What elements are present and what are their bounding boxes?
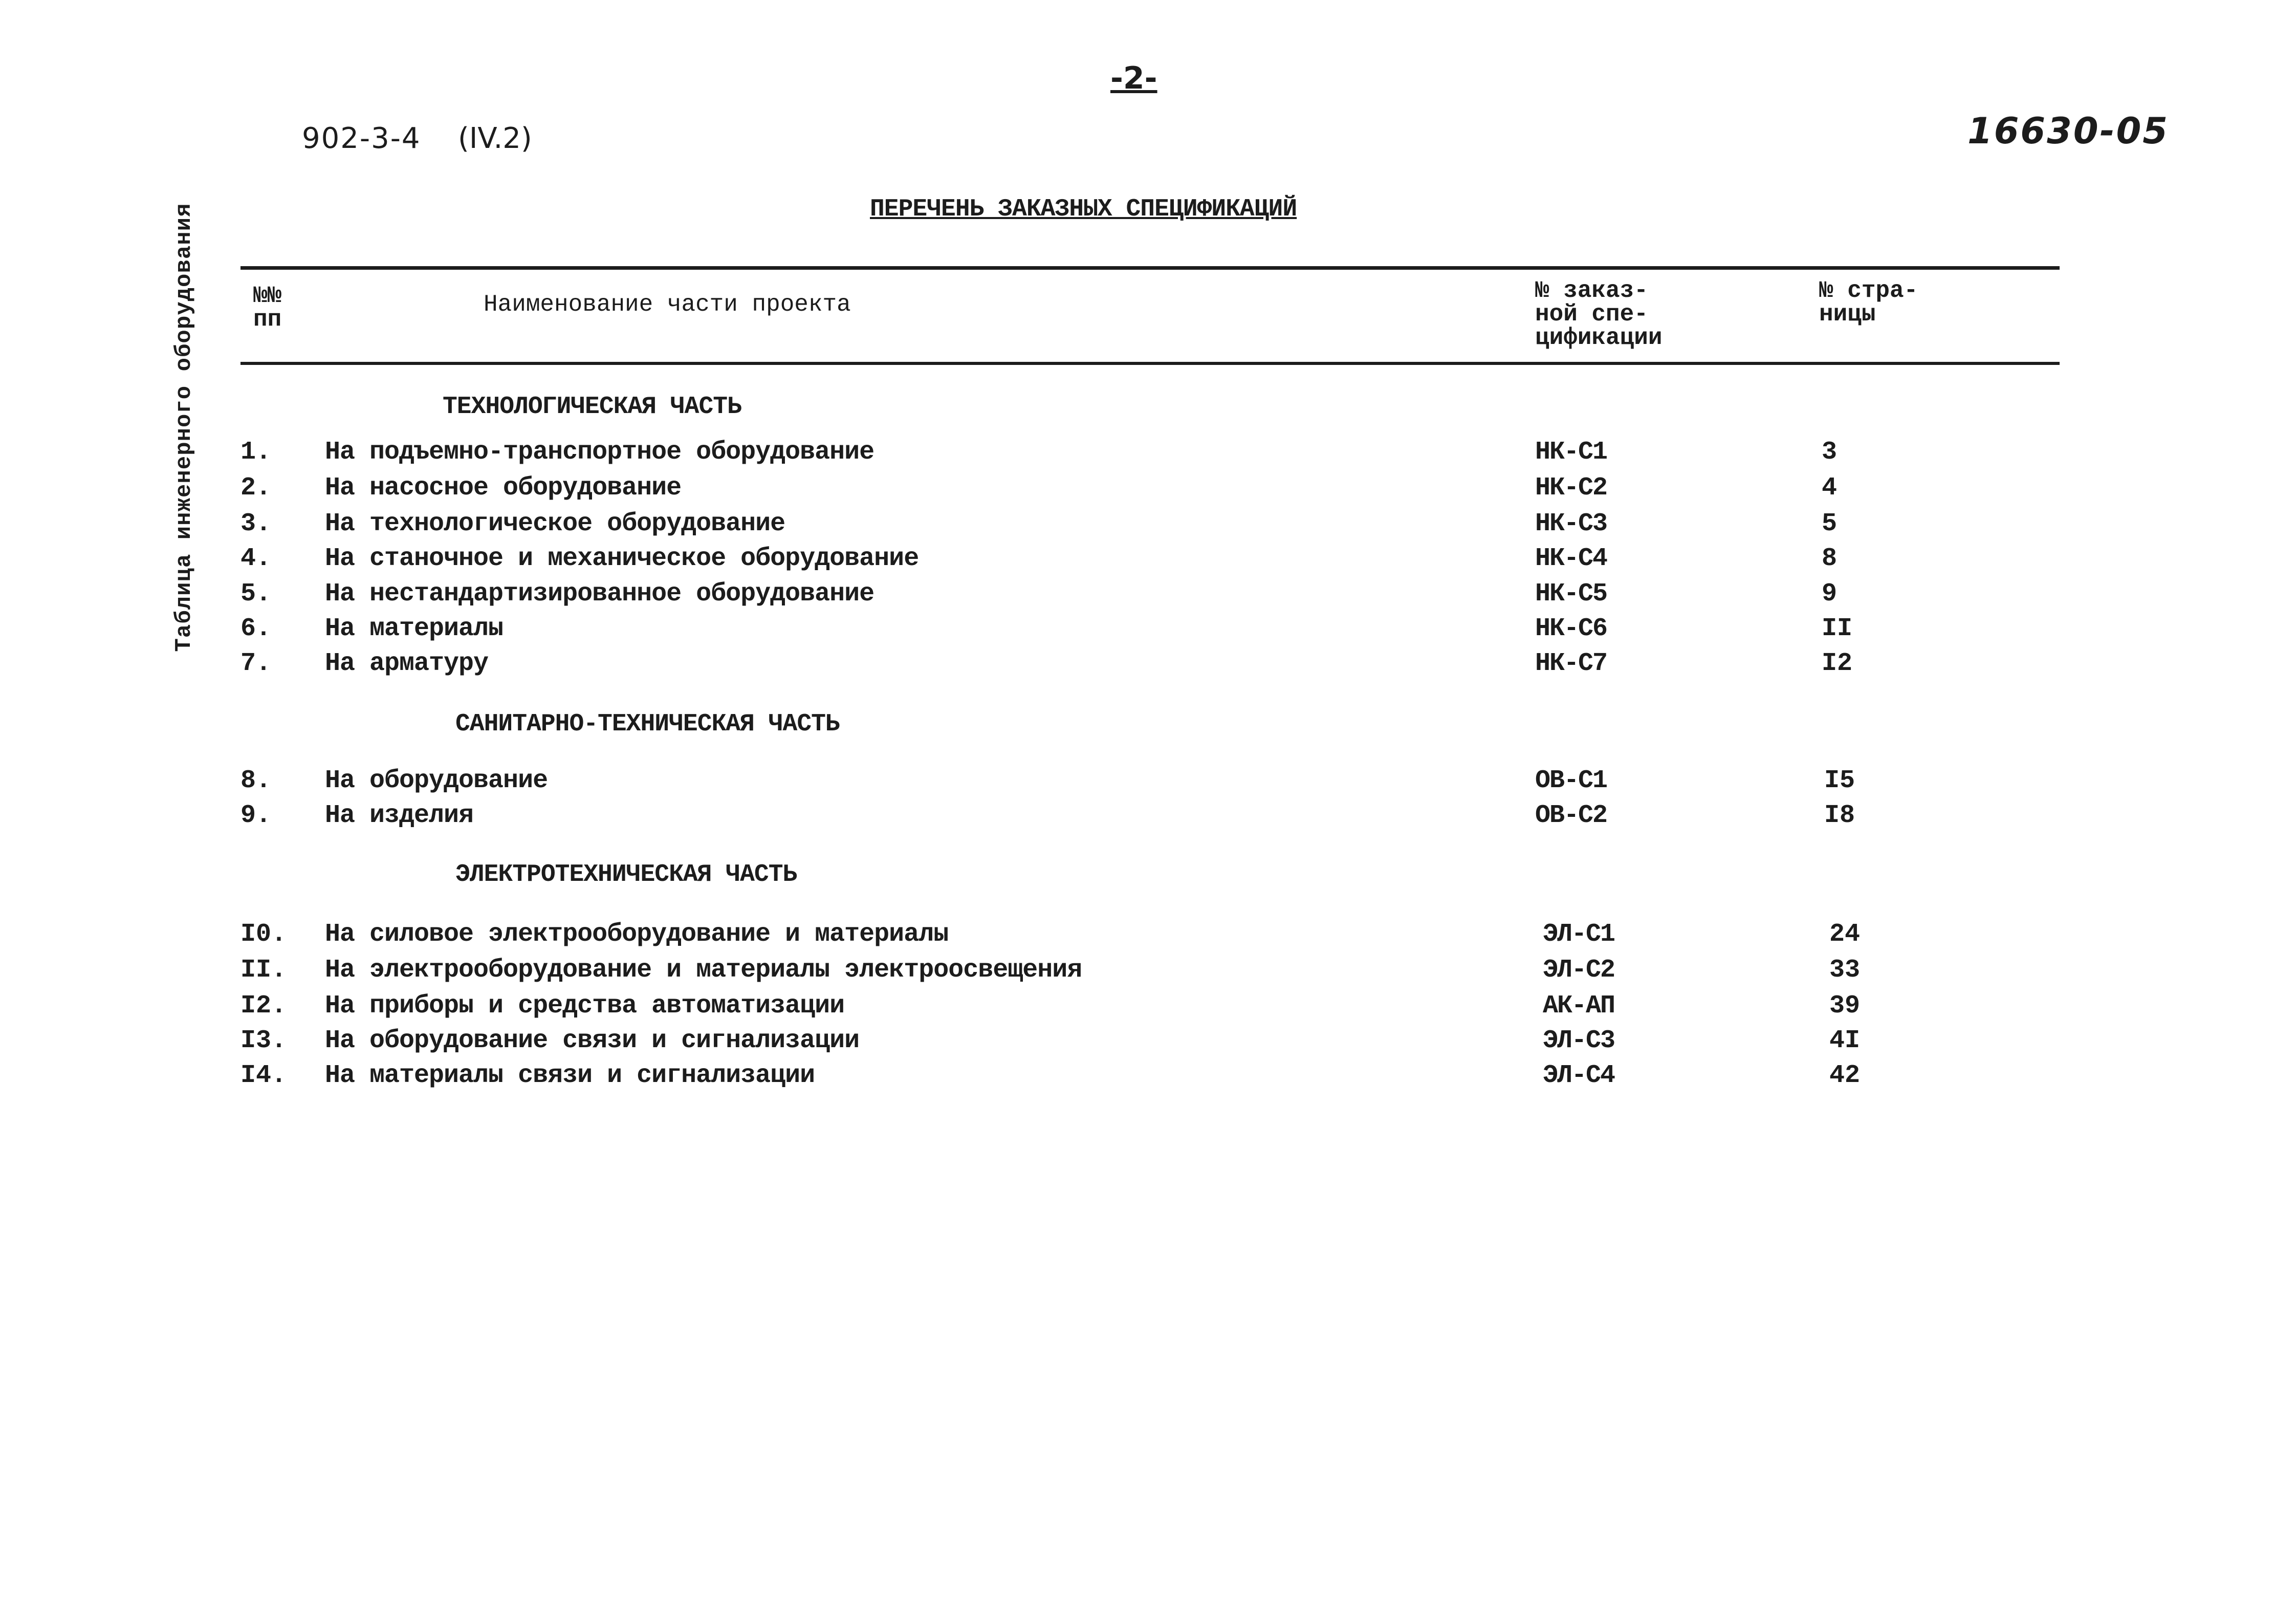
column-header-number-line: пп	[253, 306, 282, 333]
row-number: 4.	[240, 544, 272, 573]
row-page: 4I	[1829, 1026, 1861, 1055]
row-page: 24	[1829, 920, 1861, 949]
column-header-number	[253, 284, 281, 331]
row-spec-code: НК-С2	[1535, 473, 1607, 503]
row-name: На приборы и средства автоматизации	[325, 991, 845, 1021]
column-header-name: Наименование части проекта	[484, 291, 851, 318]
row-spec-code: НК-С3	[1535, 509, 1607, 538]
row-number: 6.	[240, 614, 272, 643]
column-header-spec-line: цификации	[1535, 324, 1663, 351]
row-page: I8	[1824, 801, 1855, 830]
row-name: На оборудование	[325, 766, 548, 795]
section-title: САНИТАРНО-ТЕХНИЧЕСКАЯ ЧАСТЬ	[455, 710, 840, 738]
row-number: 5.	[240, 579, 272, 609]
section-title: ЭЛЕКТРОТЕХНИЧЕСКАЯ ЧАСТЬ	[455, 861, 797, 889]
row-name: На материалы	[325, 614, 504, 643]
row-number: 2.	[240, 473, 272, 503]
column-header-spec-line: № заказ-	[1535, 277, 1648, 304]
row-number: I2.	[240, 991, 287, 1021]
row-spec-code: ЭЛ-С4	[1543, 1061, 1615, 1090]
row-spec-code: ОВ-С1	[1535, 766, 1607, 795]
document-number: 16630-05	[1967, 110, 2169, 152]
row-name: На насосное оборудование	[325, 473, 682, 503]
row-name: На силовое электрооборудование и материалы	[325, 920, 949, 949]
column-header-spec	[1535, 279, 1662, 350]
row-name: На станочное и механическое оборудование	[325, 544, 919, 573]
row-page: 33	[1829, 956, 1861, 985]
table-top-rule	[240, 266, 2060, 270]
row-spec-code: НК-С1	[1535, 438, 1607, 467]
document-title: ПЕРЕЧЕНЬ ЗАКАЗНЫХ СПЕЦИФИКАЦИЙ	[870, 196, 1297, 223]
row-spec-code: ЭЛ-С1	[1543, 920, 1615, 949]
column-header-page	[1819, 279, 1918, 326]
row-page: 9	[1822, 579, 1838, 609]
section-title: ТЕХНОЛОГИЧЕСКАЯ ЧАСТЬ	[443, 393, 741, 421]
row-number: I0.	[240, 920, 287, 949]
row-name: На электрооборудование и материалы электроосвещения	[325, 956, 1082, 985]
column-header-page-line: № стра-	[1819, 277, 1918, 304]
row-number: 3.	[240, 509, 272, 538]
row-page: I5	[1824, 766, 1855, 795]
row-name: На технологическое оборудование	[325, 509, 785, 538]
row-number: 1.	[240, 438, 272, 467]
row-name: На изделия	[325, 801, 474, 830]
row-page: I2	[1822, 649, 1853, 678]
row-name: На оборудование связи и сигнализации	[325, 1026, 860, 1055]
column-header-number-line: №№	[253, 283, 282, 309]
row-name: На арматуру	[325, 649, 489, 678]
row-number: I3.	[240, 1026, 287, 1055]
row-number: 8.	[240, 766, 272, 795]
row-name: На нестандартизированное оборудование	[325, 579, 874, 609]
page-number: -2-	[1110, 60, 1157, 96]
row-page: 5	[1822, 509, 1838, 538]
row-page: 4	[1822, 473, 1838, 503]
row-page: 42	[1829, 1061, 1861, 1090]
row-spec-code: ОВ-С2	[1535, 801, 1607, 830]
row-spec-code: НК-С6	[1535, 614, 1607, 643]
row-number: II.	[240, 956, 287, 985]
series-part: (IV.2)	[458, 122, 532, 155]
row-spec-code: НК-С5	[1535, 579, 1607, 609]
row-page: 8	[1822, 544, 1838, 573]
row-spec-code: АК-АП	[1543, 991, 1615, 1021]
column-header-spec-line: ной спе-	[1535, 301, 1648, 328]
row-spec-code: ЭЛ-С3	[1543, 1026, 1615, 1055]
row-number: I4.	[240, 1061, 287, 1090]
series-code: 902-3-4	[302, 122, 421, 155]
row-page: II	[1822, 614, 1853, 643]
row-number: 9.	[240, 801, 272, 830]
row-name: На подъемно-транспортное оборудование	[325, 438, 874, 467]
column-header-page-line: ницы	[1819, 301, 1876, 328]
row-spec-code: НК-С4	[1535, 544, 1607, 573]
table-header-rule	[240, 362, 2060, 365]
row-spec-code: НК-С7	[1535, 649, 1607, 678]
row-spec-code: ЭЛ-С2	[1543, 956, 1615, 985]
row-number: 7.	[240, 649, 272, 678]
side-stamp: Таблица инженерного оборудования	[171, 203, 197, 652]
row-page: 39	[1829, 991, 1861, 1021]
row-name: На материалы связи и сигнализации	[325, 1061, 815, 1090]
row-page: 3	[1822, 438, 1838, 467]
